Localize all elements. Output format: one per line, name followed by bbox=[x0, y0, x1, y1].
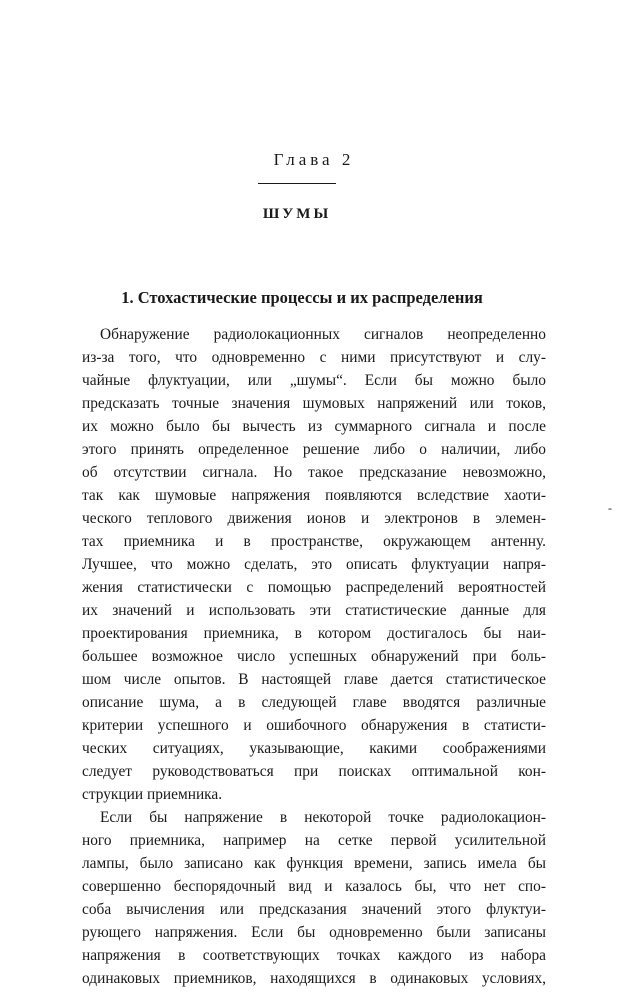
paragraph-2-line: одинаковых приемников, находящихся в одинаковых условиях, bbox=[82, 970, 546, 987]
paragraph-1-line: проектирования приемника, в котором достигалось бы наи- bbox=[82, 625, 546, 642]
paragraph-2-line: ного приемника, например на сетке первой усилительной bbox=[82, 832, 546, 849]
margin-mark: - bbox=[608, 501, 612, 515]
paragraph-1-line: так как шумовые напряжения появляются вследствие хаоти- bbox=[82, 487, 546, 504]
paragraph-2-line: рующего напряжения. Если бы одновременно были записаны bbox=[82, 924, 546, 941]
paragraph-1-line: из-за того, что одновременно с ними присутствуют и слу- bbox=[82, 349, 546, 366]
paragraph-1-line: тах приемника и в пространстве, окружающем антенну. bbox=[82, 533, 546, 550]
paragraph-1-line: об отсутствии сигнала. Но такое предсказание невозможно, bbox=[82, 464, 546, 481]
paragraph-1-line: ческих ситуациях, указывающие, какими соображениями bbox=[82, 740, 546, 757]
paragraph-2-line: лампы, было записано как функция времени, запись имела бы bbox=[82, 855, 546, 872]
paragraph-2-line: напряжения в соответствующих точках каждого из набора bbox=[82, 947, 546, 964]
paragraph-1-line: большее возможное число успешных обнаружений при боль- bbox=[82, 648, 546, 665]
paragraph-1-line: критерии успешного и ошибочного обнаружения в статисти- bbox=[82, 717, 546, 734]
paragraph-1-line: этого принять определенное решение либо о наличии, либо bbox=[82, 441, 546, 458]
section-heading: 1. Стохастические процессы и их распределения bbox=[121, 288, 483, 307]
paragraph-1-line: описание шума, а в следующей главе вводятся различные bbox=[82, 694, 546, 711]
paragraph-1-line: ческого теплового движения ионов и электронов в элемен- bbox=[82, 510, 546, 527]
paragraph-1-line: чайные флуктуации, или „шумы“. Если бы можно было bbox=[82, 372, 546, 389]
paragraph-2-line: соба вычисления или предсказания значений этого флуктуи- bbox=[82, 901, 546, 918]
paragraph-1-line: предсказать точные значения шумовых напряжений или токов, bbox=[82, 395, 546, 412]
paragraph-1-line: Лучшее, что можно сделать, это описать флуктуации напря- bbox=[82, 556, 546, 573]
paragraph-1-line: их можно было бы вычесть из суммарного сигнала и после bbox=[82, 418, 546, 435]
paragraph-1-line: шом числе опытов. В настоящей главе дается статистическое bbox=[82, 671, 546, 688]
chapter-heading: Глава 2 bbox=[273, 150, 355, 169]
paragraph-1-line: Обнаружение радиолокационных сигналов неопределенно bbox=[100, 326, 546, 343]
paragraph-2-line: совершенно беспорядочный вид и казалось бы, что нет спо- bbox=[82, 878, 546, 895]
chapter-divider bbox=[258, 183, 336, 184]
paragraph-2-line: Если бы напряжение в некоторой точке радиолокацион- bbox=[100, 809, 546, 826]
paragraph-1-line: их значений и использовать эти статистические данные для bbox=[82, 602, 546, 619]
paragraph-1-line: следует руководствоваться при поисках оптимальной кон- bbox=[82, 763, 546, 780]
paragraph-1-line: жения статистически с помощью распределений вероятностей bbox=[82, 579, 546, 596]
chapter-title: ШУМЫ bbox=[262, 206, 332, 222]
paragraph-1-line: струкции приемника. bbox=[82, 786, 223, 803]
